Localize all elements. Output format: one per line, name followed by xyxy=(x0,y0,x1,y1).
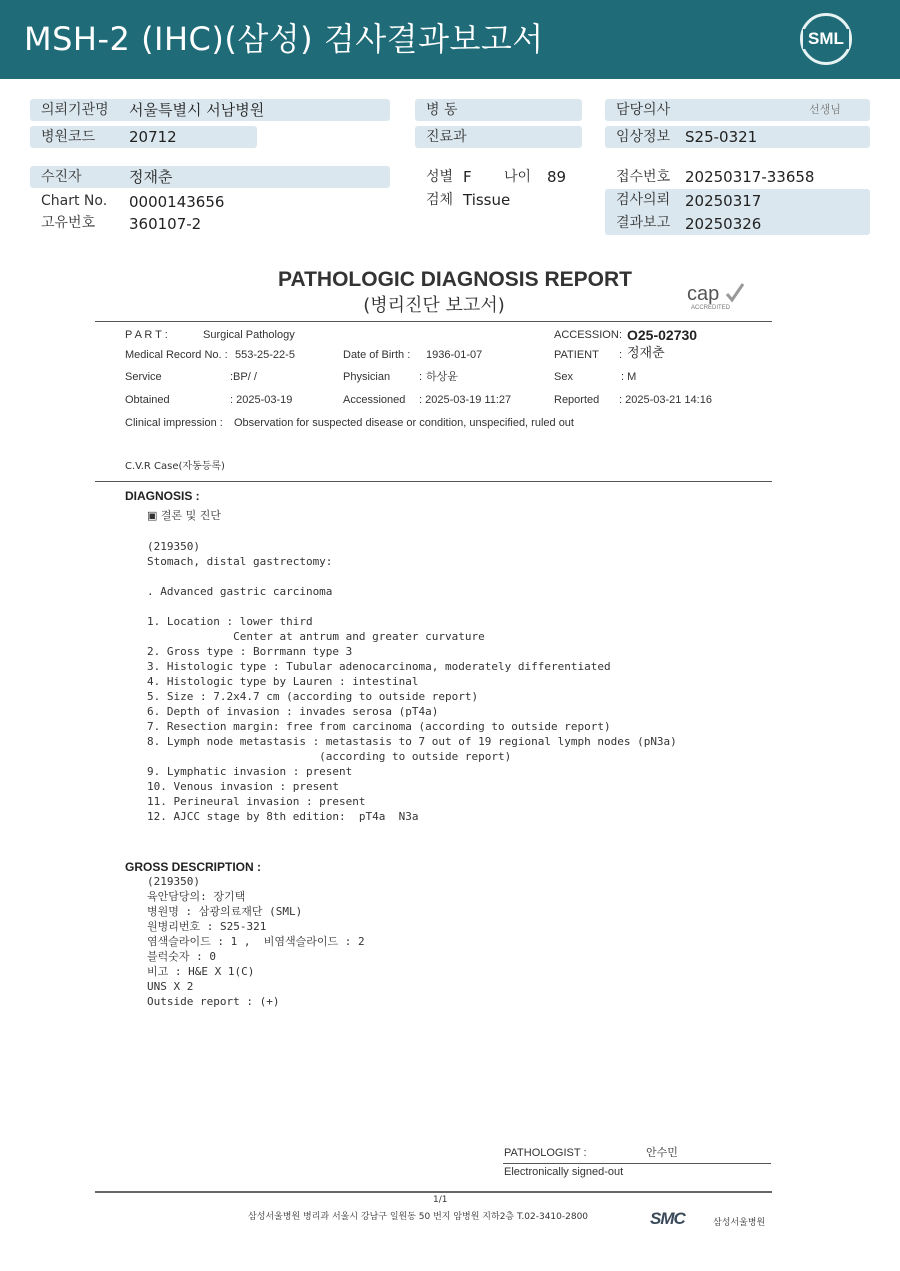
diagnosis-line: 3. Histologic type : Tubular adenocarcinoma, moderately differentiated xyxy=(147,660,611,673)
unique-no-label: 고유번호 xyxy=(41,215,96,231)
cap-accredited-logo xyxy=(687,280,757,312)
gross-line: 비고 : H&E X 1(C) xyxy=(147,965,255,978)
diagnosis-line: 7. Resection margin: free from carcinoma (according to outside report) xyxy=(147,720,611,733)
request-label: 검사의뢰 xyxy=(616,192,671,208)
clinical-info-value: S25-0321 xyxy=(685,128,758,146)
diagnosis-line: Stomach, distal gastrectomy: xyxy=(147,555,333,568)
cap-logo-text: cap xyxy=(687,283,720,305)
diagnosis-subheading: ▣ 결론 및 진단 xyxy=(147,509,222,522)
patient-row xyxy=(30,166,390,188)
department-label: 진료과 xyxy=(426,129,467,145)
pathologist-label: PATHOLOGIST : xyxy=(504,1147,587,1159)
gross-line: 염색슬라이드 : 1 , 비염색슬라이드 : 2 xyxy=(147,935,365,948)
diagnosis-line: 2. Gross type : Borrmann type 3 xyxy=(147,645,353,658)
result-value: 20250326 xyxy=(685,215,762,233)
reported-value: : 2025-03-21 14:16 xyxy=(619,394,712,406)
clinical-impression-value: Observation for suspected disease or condition, unspecified, ruled out xyxy=(234,417,574,429)
diagnosis-line: 8. Lymph node metastasis : metastasis to 7 out of 19 regional lymph nodes (pN3a) xyxy=(147,735,677,748)
smc-logo: SMC xyxy=(650,1209,685,1228)
diagnosis-line: . Advanced gastric carcinoma xyxy=(147,585,333,598)
specimen-label: 검체 xyxy=(426,192,454,208)
result-label: 결과보고 xyxy=(616,215,671,231)
chart-no-label: Chart No. xyxy=(41,193,108,209)
obtained-value: : 2025-03-19 xyxy=(230,394,293,406)
gross-line: 육안담당의: 장기택 xyxy=(147,890,246,903)
dob-label: Date of Birth : xyxy=(343,349,411,361)
mrn-value: 553-25-22-5 xyxy=(235,349,295,361)
gross-line: 원병리번호 : S25-321 xyxy=(147,920,267,933)
diagnosis-line: 5. Size : 7.2x4.7 cm (according to outside report) xyxy=(147,690,479,703)
request-value: 20250317 xyxy=(685,192,762,210)
diagnosis-line: 12. AJCC stage by 8th edition: pT4a N3a xyxy=(147,810,419,823)
diagnosis-line: Center at antrum and greater curvature xyxy=(147,630,485,643)
sex-value: F xyxy=(463,168,472,186)
physician-label: Physician xyxy=(343,371,391,383)
unique-no-value: 360107-2 xyxy=(129,215,202,233)
report-sex-label: Sex xyxy=(554,371,573,383)
accessioned-value: : 2025-03-19 11:27 xyxy=(419,394,512,406)
footer-address: 삼성서울병원 병리과 서울시 강남구 일원동 50 번지 암병원 지하2층 T.02-3410-2800 xyxy=(248,1212,589,1222)
report-patient-colon: : xyxy=(619,349,623,361)
clinical-impression-label: Clinical impression : xyxy=(125,417,223,429)
report-patient-label: PATIENT xyxy=(554,349,599,361)
gross-line: Outside report : (+) xyxy=(147,995,280,1008)
footer-divider xyxy=(95,1191,772,1193)
report-subtitle: (병리진단 보고서) xyxy=(363,295,505,316)
gross-line: 병원명 : 삼광의료재단 (SML) xyxy=(147,905,303,918)
gross-line: 블럭숫자 : 0 xyxy=(147,950,216,963)
divider-middle xyxy=(95,481,772,482)
diagnosis-line: (219350) xyxy=(147,540,200,553)
smc-logo-text: 삼성서울병원 xyxy=(713,1218,766,1228)
service-label: Service xyxy=(125,371,162,383)
hospital-code-value: 20712 xyxy=(129,128,177,146)
doctor-suffix: 선생님 xyxy=(809,103,841,116)
sml-logo xyxy=(800,13,852,65)
cvr-case: C.V.R Case(자동등록) xyxy=(125,461,225,472)
physician-colon: : xyxy=(419,371,423,383)
diagnosis-line: 4. Histologic type by Lauren : intestinal xyxy=(147,675,419,688)
mrn-label: Medical Record No. : xyxy=(125,349,228,361)
page-title: MSH-2 (IHC)(삼성) 검사결과보고서 xyxy=(24,20,544,58)
accession-colon: : xyxy=(619,329,623,341)
patient-value: 정재춘 xyxy=(129,168,173,186)
part-label: P A R T : xyxy=(125,329,168,341)
report-patient-value: 정재춘 xyxy=(627,346,665,361)
age-label: 나이 xyxy=(504,169,532,185)
dob-value: 1936-01-07 xyxy=(426,349,483,361)
diagnosis-line: (according to outside report) xyxy=(147,750,512,763)
sml-logo-text: SML xyxy=(803,29,849,49)
doctor-label: 담당의사 xyxy=(616,102,671,118)
diagnosis-line: 9. Lymphatic invasion : present xyxy=(147,765,353,778)
department-row xyxy=(415,126,582,148)
report-sex-value: : M xyxy=(621,371,637,383)
cap-logo-subtext: ACCREDITED xyxy=(691,305,731,311)
pathologist-value: 안수민 xyxy=(646,1146,678,1159)
receipt-value: 20250317-33658 xyxy=(685,168,815,186)
physician-value: 하상윤 xyxy=(426,370,458,383)
diagnosis-line: 10. Venous invasion : present xyxy=(147,780,340,793)
part-value: Surgical Pathology xyxy=(203,329,295,341)
reported-label: Reported xyxy=(554,394,600,406)
signed-out: Electronically signed-out xyxy=(504,1166,624,1178)
ward-row xyxy=(415,99,582,121)
ward-label: 병 동 xyxy=(426,102,458,118)
diagnosis-heading: DIAGNOSIS : xyxy=(125,489,200,503)
accessioned-label: Accessioned xyxy=(343,394,406,406)
patient-label: 수진자 xyxy=(41,169,82,185)
diagnosis-line: 6. Depth of invasion : invades serosa (pT4a) xyxy=(147,705,439,718)
specimen-value: Tissue xyxy=(463,191,511,209)
chart-no-value: 0000143656 xyxy=(129,193,225,211)
diagnosis-line: 1. Location : lower third xyxy=(147,615,313,628)
divider-top xyxy=(95,321,772,322)
page-number: 1/1 xyxy=(433,1195,448,1205)
service-value: :BP/ / xyxy=(230,371,257,383)
sex-label: 성별 xyxy=(426,169,454,185)
receipt-label: 접수번호 xyxy=(616,169,671,185)
report-title: PATHOLOGIC DIAGNOSIS REPORT xyxy=(278,268,632,291)
hospital-code-label: 병원코드 xyxy=(41,129,96,145)
obtained-label: Obtained xyxy=(125,394,170,406)
gross-line: UNS X 2 xyxy=(147,980,194,993)
header-bar xyxy=(0,0,900,79)
gross-line: (219350) xyxy=(147,875,200,888)
clinical-info-label: 임상정보 xyxy=(616,129,671,145)
institution-value: 서울특별시 서남병원 xyxy=(129,101,265,119)
accession-label: ACCESSION xyxy=(554,329,619,341)
diagnosis-line: 11. Perineural invasion : present xyxy=(147,795,366,808)
institution-label: 의뢰기관명 xyxy=(41,102,109,118)
age-value: 89 xyxy=(547,168,567,186)
signature-line xyxy=(503,1163,771,1164)
accession-value: O25-02730 xyxy=(627,327,698,343)
gross-heading: GROSS DESCRIPTION : xyxy=(125,860,262,874)
